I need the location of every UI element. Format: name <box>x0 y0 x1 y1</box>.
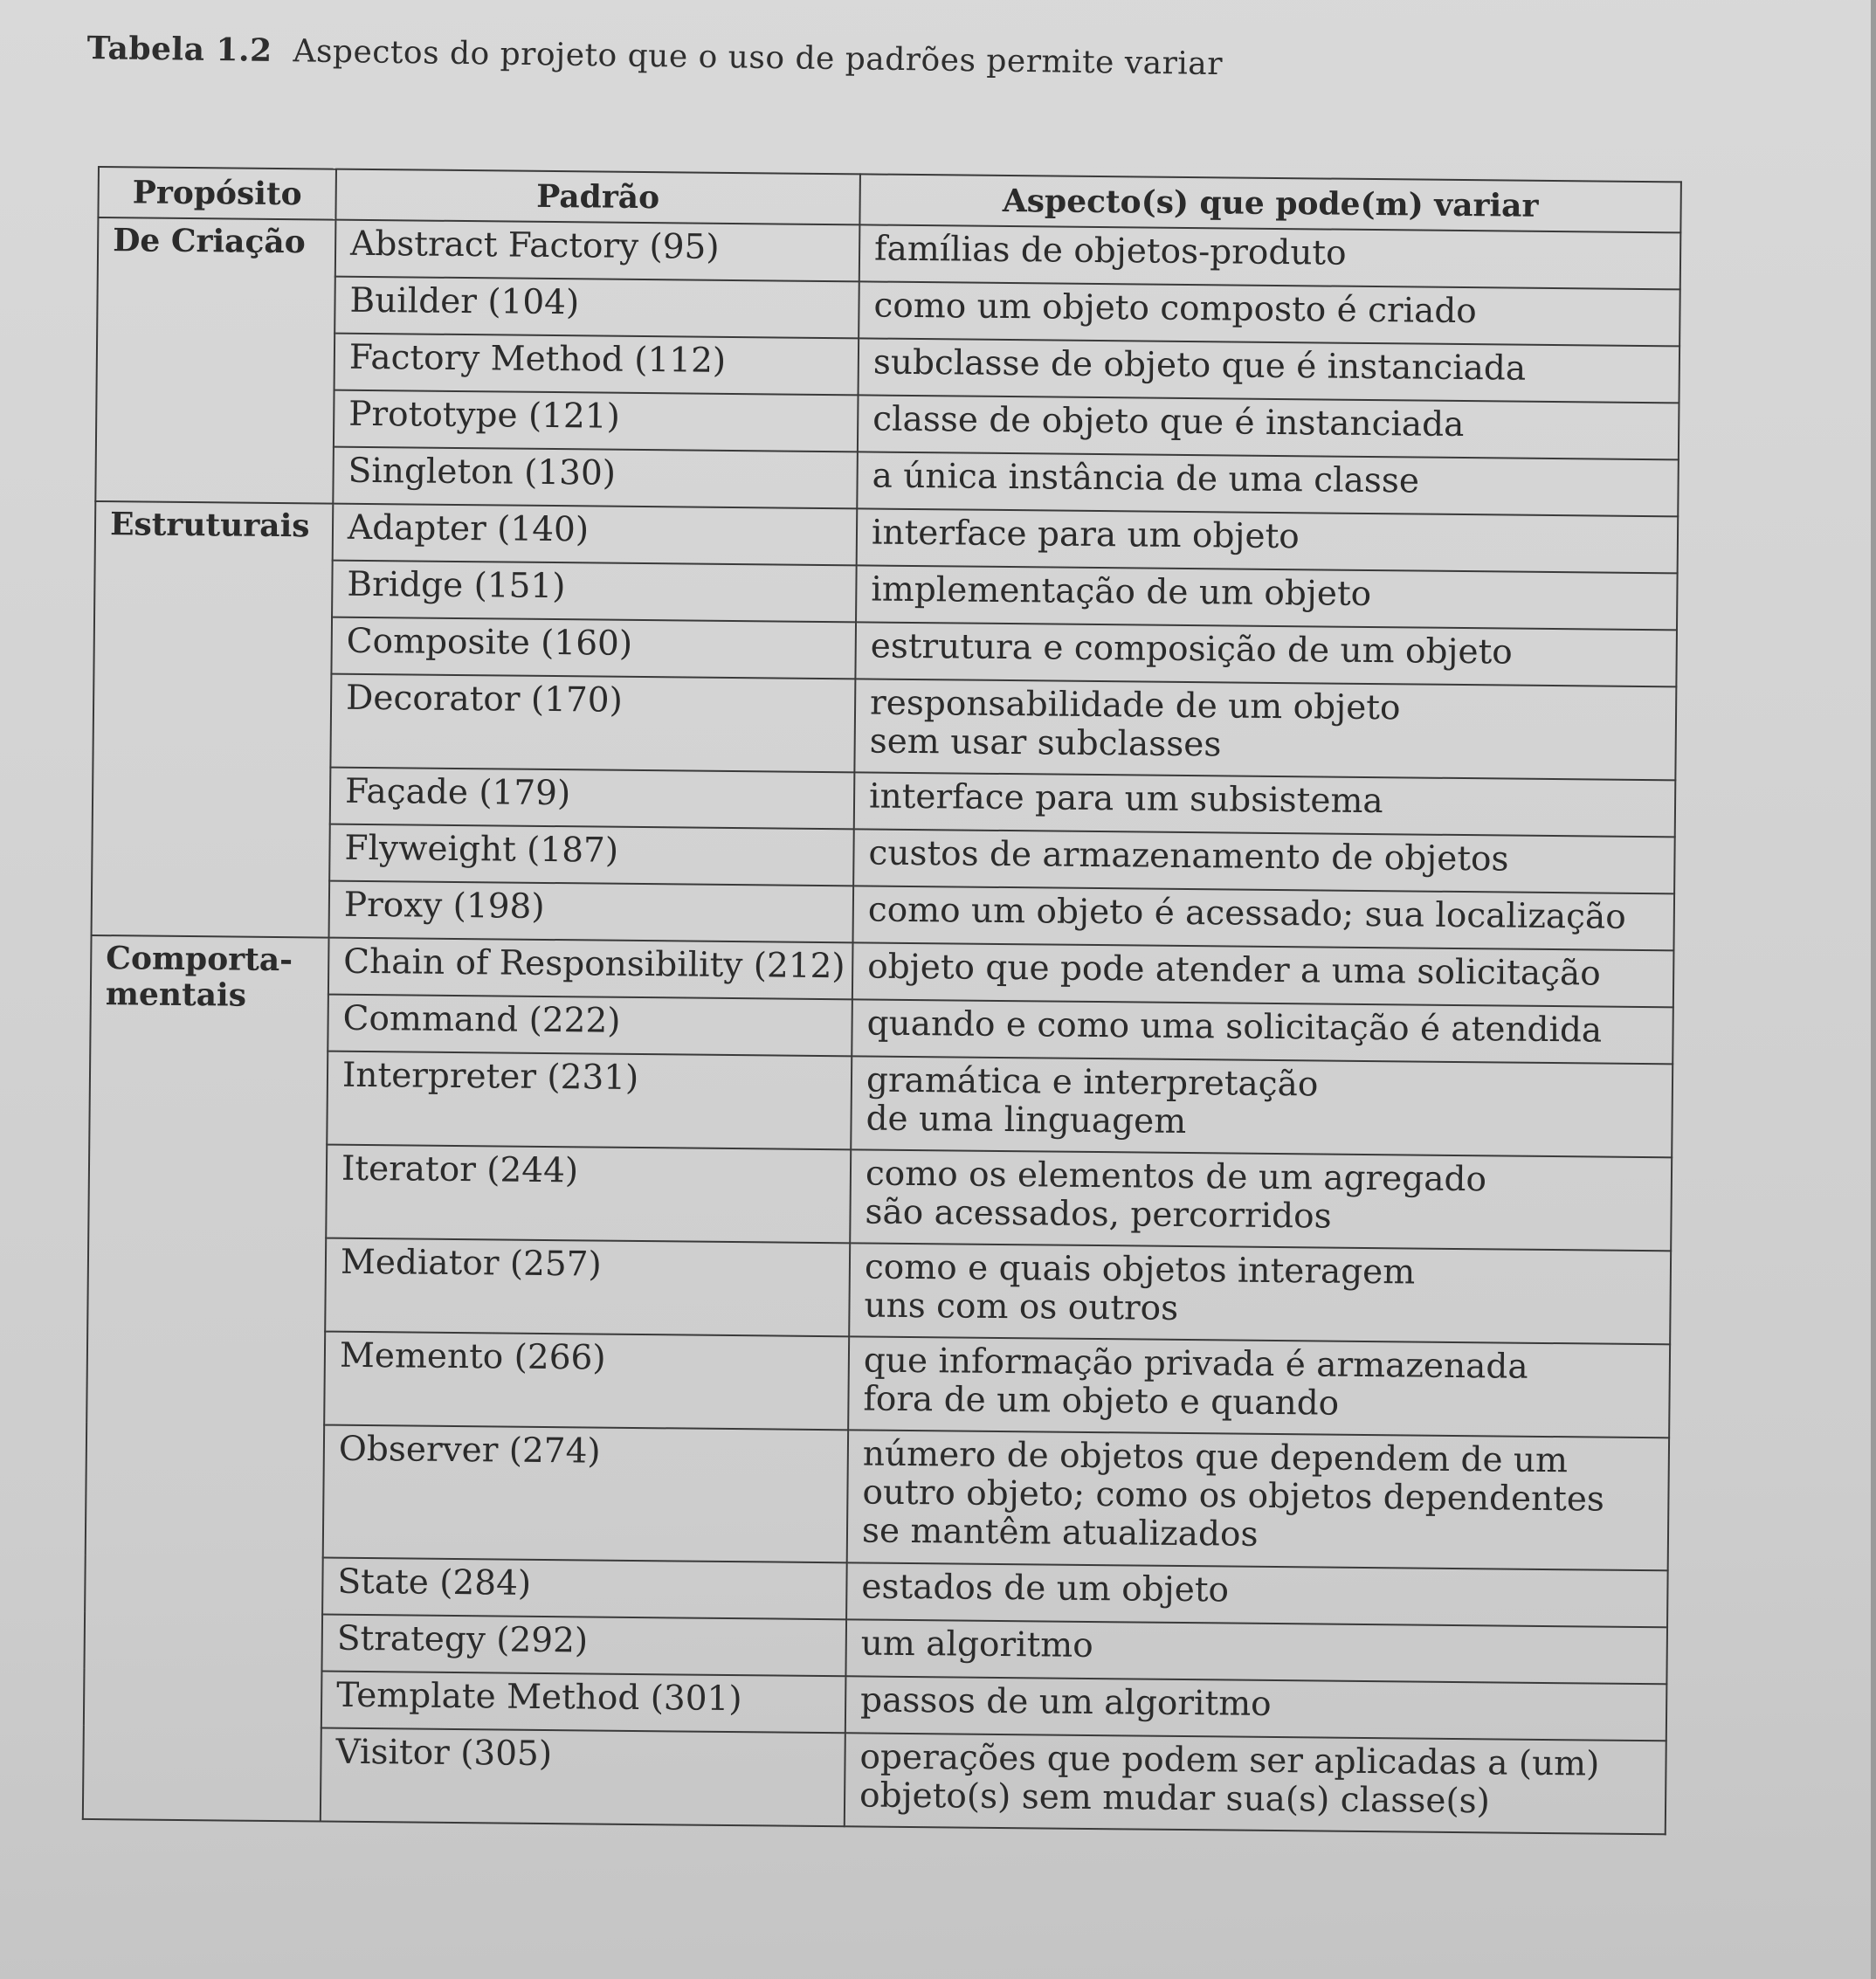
purpose-cell <box>95 217 335 504</box>
pattern-cell: Visitor (305) <box>321 1728 845 1827</box>
pattern-cell: Singleton (130) <box>333 447 858 509</box>
table-row <box>89 1049 1673 1157</box>
pattern-cell: Proxy (198) <box>329 881 854 943</box>
aspect-cell <box>852 943 1674 1008</box>
purpose-label: De Criação <box>112 222 306 261</box>
pattern-cell: Bridge (151) <box>332 561 857 623</box>
purpose-label: mentais <box>105 975 247 1014</box>
aspect-line: fora de um objeto e quando <box>863 1379 1340 1424</box>
aspect-line: são acessados, percorridos <box>865 1192 1332 1237</box>
table-body <box>83 217 1681 1834</box>
aspect-cell <box>852 1000 1673 1065</box>
aspect-cell <box>854 773 1676 838</box>
caption-text: Aspectos do projeto que o uso de padrões permite variar <box>293 33 1224 83</box>
pattern-cell: Composite (160) <box>331 617 856 679</box>
purpose-label: Comporta- <box>106 940 293 979</box>
pattern-cell: Decorator (170) <box>330 674 855 773</box>
aspect-line: como e quais objetos interagem <box>864 1247 1416 1293</box>
pattern-cell: Mediator (257) <box>325 1238 850 1337</box>
aspect-line: famílias de objetos-produto <box>873 229 1347 274</box>
table-row <box>87 1236 1671 1344</box>
aspect-line: outro objeto; como os objetos dependentes <box>862 1472 1605 1520</box>
aspect-line: como um objeto composto é criado <box>873 286 1477 332</box>
aspect-line: um algoritmo <box>860 1624 1093 1666</box>
aspect-line: quando e como uma solicitação é atendida <box>866 1003 1603 1051</box>
pattern-cell: Abstract Factory (95) <box>335 220 860 282</box>
aspect-line: de uma linguagem <box>866 1099 1187 1141</box>
aspect-line: passos de um algoritmo <box>859 1680 1272 1725</box>
pattern-cell: Observer (274) <box>323 1425 848 1563</box>
page-edge <box>1871 0 1876 1979</box>
aspect-cell <box>849 1244 1671 1345</box>
aspect-line: sem usar subclasses <box>869 721 1222 765</box>
header-aspect: Aspecto(s) que pode(m) variar <box>859 174 1681 232</box>
aspect-cell <box>846 1563 1668 1628</box>
aspect-cell <box>848 1337 1670 1438</box>
aspect-line: objeto(s) sem mudar sua(s) classe(s) <box>859 1776 1491 1822</box>
aspect-line: custos de armazenamento de objetos <box>868 833 1509 879</box>
pattern-cell: Template Method (301) <box>321 1672 846 1734</box>
aspect-cell <box>859 339 1680 403</box>
aspect-line: que informação privada é armazenada <box>863 1341 1528 1388</box>
purpose-cell <box>83 935 329 1822</box>
table-row <box>83 1726 1666 1834</box>
pattern-cell: Builder (104) <box>335 277 859 339</box>
table-row <box>88 1142 1672 1251</box>
pattern-cell: Strategy (292) <box>321 1615 846 1677</box>
aspect-line: implementação de um objeto <box>871 569 1372 615</box>
header-pattern: Padrão <box>335 169 860 225</box>
pattern-cell: Flyweight (187) <box>329 824 854 886</box>
table-row <box>86 1329 1670 1438</box>
aspect-line: classe de objeto que é instanciada <box>872 399 1465 445</box>
pattern-cell: Prototype (121) <box>334 390 859 452</box>
aspect-cell <box>858 396 1679 460</box>
pattern-cell: Façade (179) <box>330 768 855 830</box>
pattern-cell: Adapter (140) <box>333 504 858 566</box>
aspect-cell <box>855 623 1677 687</box>
pattern-cell: Interpreter (231) <box>327 1052 852 1150</box>
pattern-cell: Memento (266) <box>324 1332 849 1431</box>
aspect-cell <box>852 886 1674 951</box>
aspect-cell <box>856 566 1678 631</box>
pattern-cell: Iterator (244) <box>326 1145 851 1244</box>
aspect-cell <box>845 1677 1667 1741</box>
aspect-cell <box>851 1057 1673 1158</box>
aspect-cell <box>845 1734 1666 1835</box>
aspect-cell <box>859 282 1680 347</box>
aspect-line: responsabilidade de um objeto <box>869 683 1401 728</box>
aspect-line: objeto que pode atender a uma solicitação <box>867 947 1601 994</box>
aspect-line: interface para um subsistema <box>868 776 1383 822</box>
aspect-line: a única instância de uma classe <box>872 456 1420 501</box>
aspect-cell <box>854 679 1676 781</box>
aspect-cell <box>859 225 1681 290</box>
aspect-line: número de objetos que dependem de um <box>862 1434 1569 1481</box>
aspect-line: como os elementos de um agregado <box>865 1154 1487 1200</box>
aspect-line: se mantêm atualizados <box>861 1511 1259 1555</box>
pattern-cell: State (284) <box>322 1558 847 1620</box>
aspect-line: uns com os outros <box>864 1286 1179 1328</box>
aspect-line: como um objeto é acessado; sua localização <box>867 890 1626 938</box>
pattern-cell: Command (222) <box>328 995 852 1057</box>
aspect-cell <box>857 509 1679 574</box>
aspect-cell <box>850 1150 1672 1252</box>
aspect-cell <box>847 1431 1669 1571</box>
pattern-cell: Factory Method (112) <box>335 334 859 396</box>
table-container <box>82 166 1680 1836</box>
aspect-line: operações que podem ser aplicadas a (um) <box>859 1737 1600 1784</box>
aspect-cell <box>857 452 1679 517</box>
aspect-line: interface para um objeto <box>871 513 1300 557</box>
purpose-cell <box>92 501 334 938</box>
caption-label: Tabela 1.2 <box>86 30 272 69</box>
aspect-line: subclasse de objeto que é instanciada <box>872 342 1527 390</box>
table-caption <box>86 30 1223 82</box>
header-purpose: Propósito <box>98 167 336 220</box>
aspect-cell <box>845 1620 1667 1685</box>
aspect-line: estrutura e composição de um objeto <box>870 626 1513 672</box>
table-row <box>93 672 1676 780</box>
aspect-cell <box>853 830 1675 894</box>
aspect-line: gramática e interpretação <box>866 1060 1319 1105</box>
pattern-cell: Chain of Responsibility (212) <box>328 938 853 1000</box>
aspect-line: estados de um objeto <box>861 1567 1230 1610</box>
purpose-label: Estruturais <box>109 506 310 545</box>
patterns-table <box>82 166 1682 1836</box>
